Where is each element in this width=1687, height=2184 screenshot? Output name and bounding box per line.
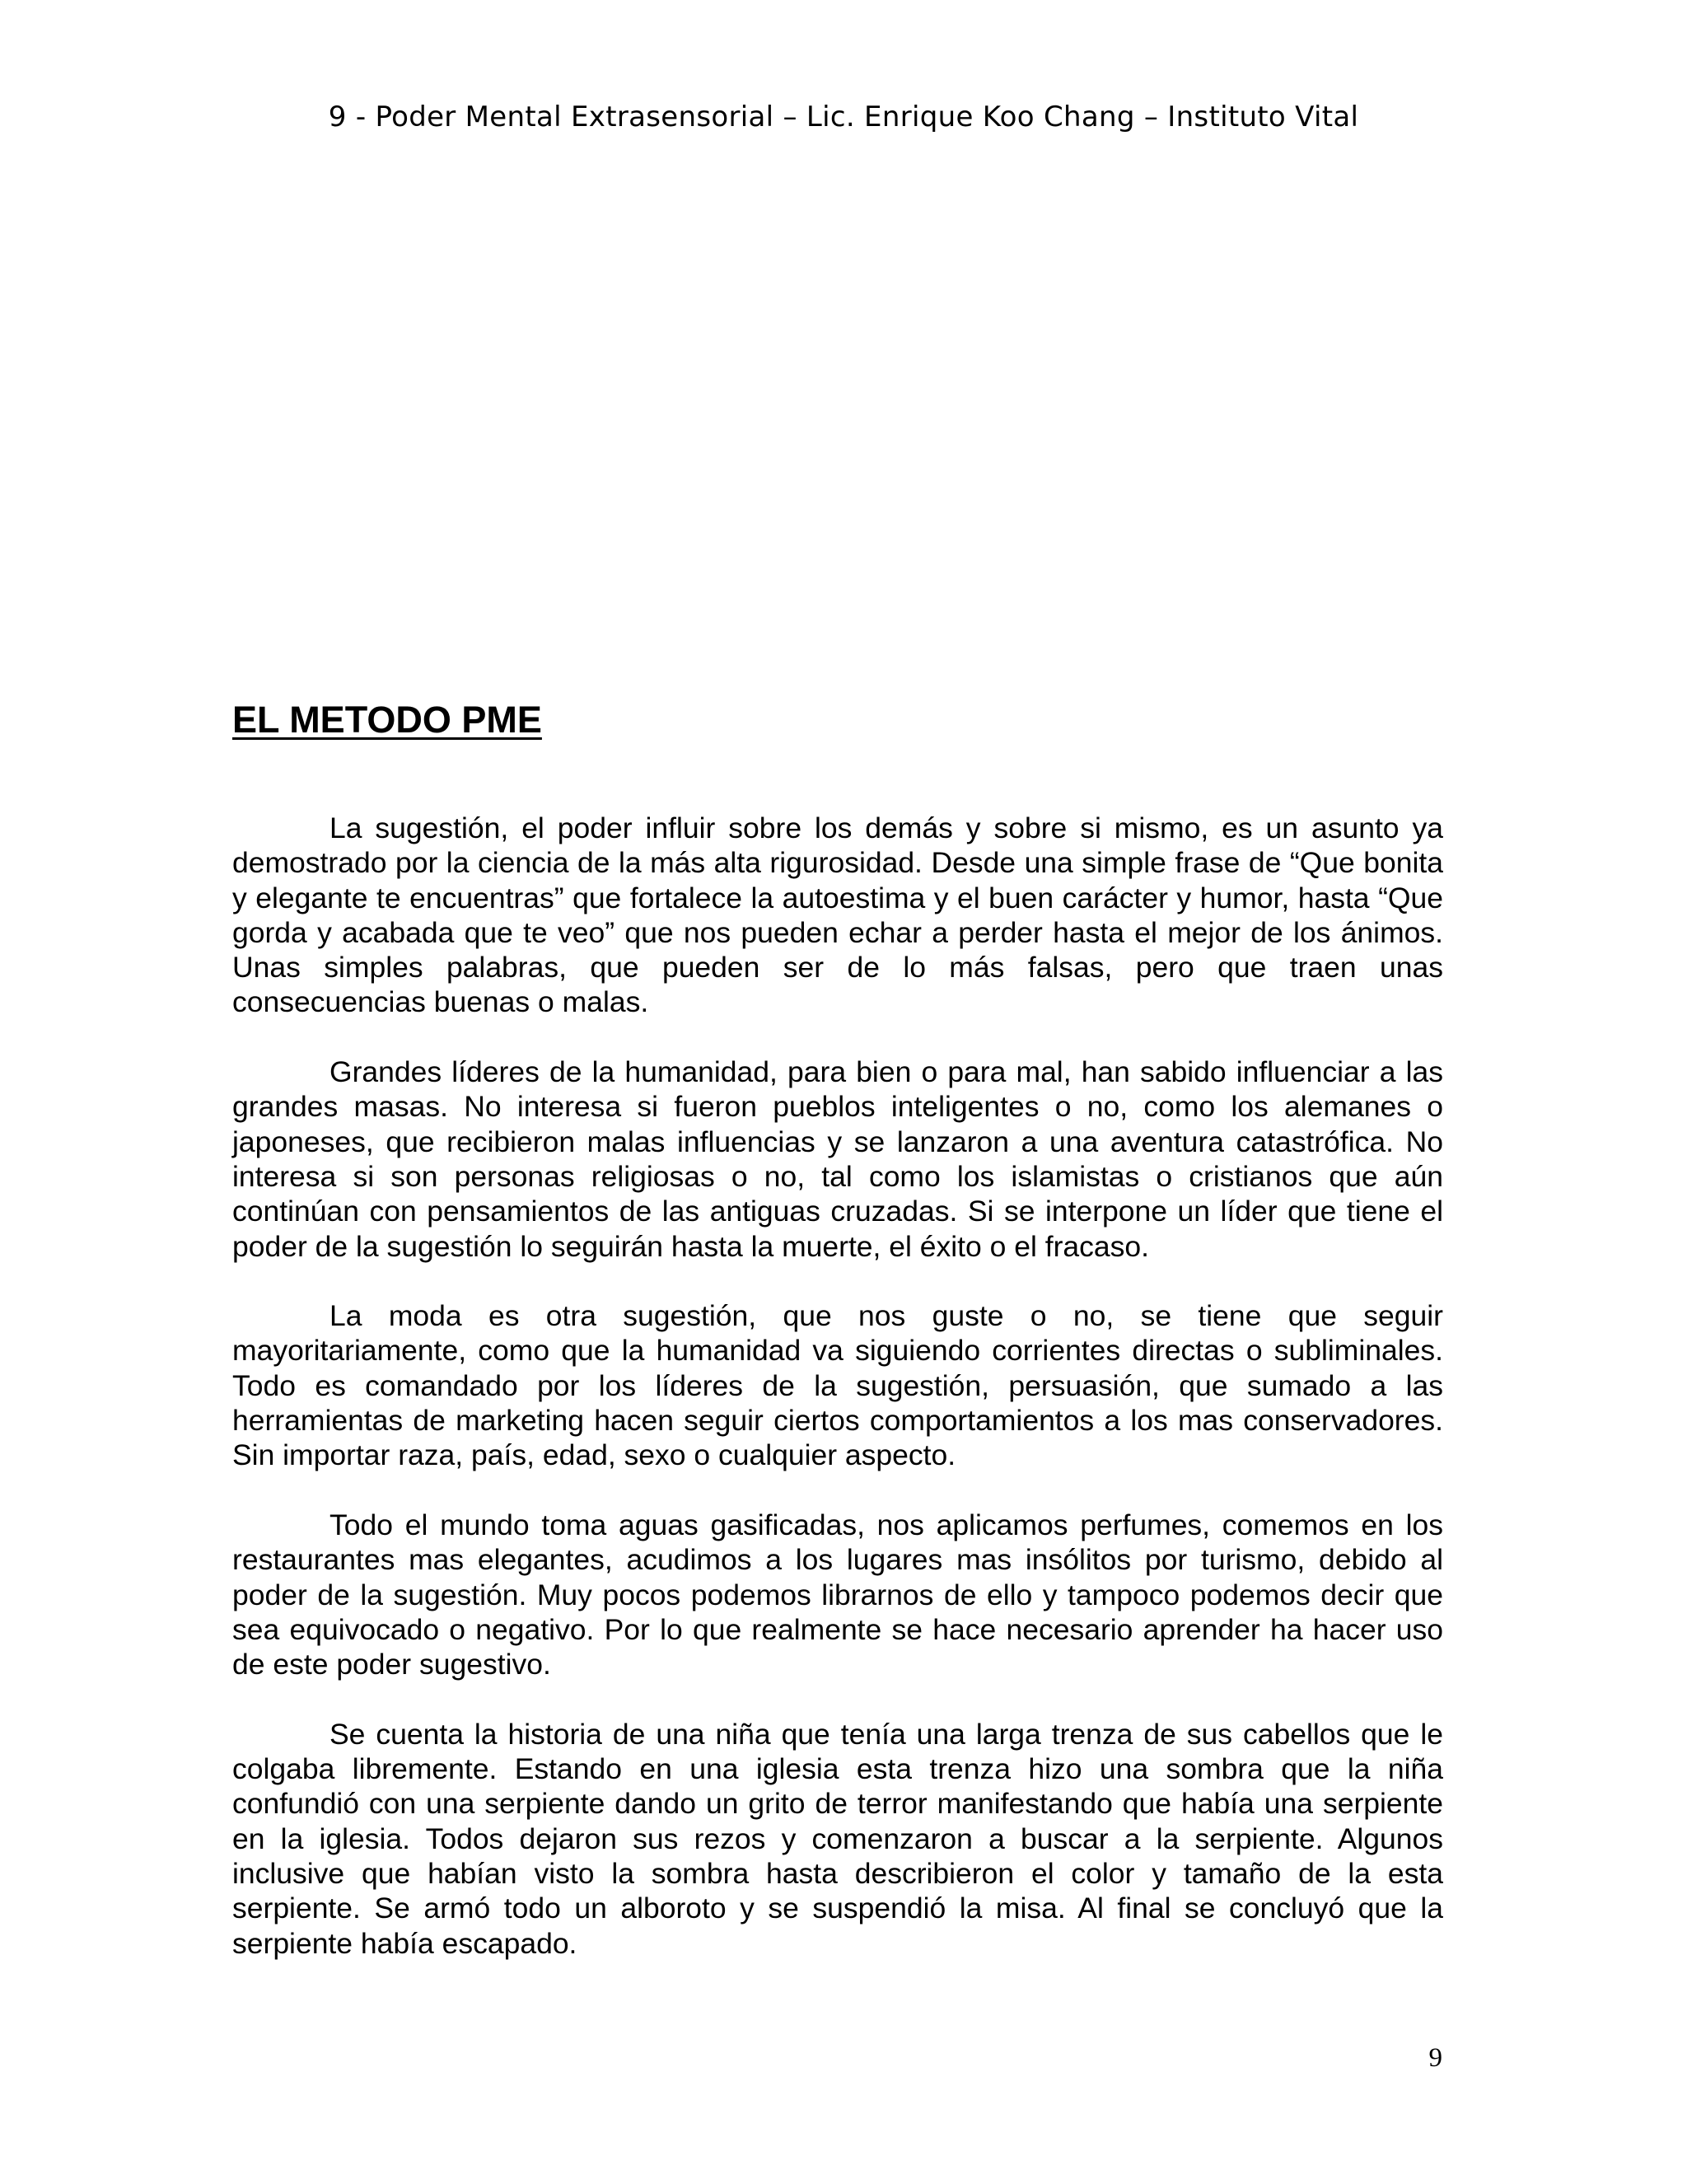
paragraph: Todo el mundo toma aguas gasificadas, nos aplicamos perfumes, comemos en los restaurantes mas elegantes, acudimos a los lugares mas insólitos por turismo, debido al poder de la sugestión. Muy pocos podemos librarnos de ello y tampoco podemos decir que sea equivocado o negativo. Por lo que realmente se hace necesario aprender ha hacer uso de este poder sugestivo. [232, 1508, 1443, 1681]
running-header: 9 - Poder Mental Extrasensorial – Lic. Enrique Koo Chang – Instituto Vital [328, 101, 1359, 133]
page-number: 9 [1428, 2043, 1442, 2073]
paragraph: Se cuenta la historia de una niña que tenía una larga trenza de sus cabellos que le colgaba libremente. Estando en una iglesia esta trenza hizo una sombra que la niña confundió con una serpiente dando un grito de terror manifestando que había una serpiente en la iglesia. Todos dejaron sus rezos y comenzaron a buscar a la serpiente. Algunos inclusive que habían visto la sombra hasta describieron el color y tamaño de la esta serpiente. Se armó todo un alboroto y se suspendió la misa. Al final se concluyó que la serpiente había escapado. [232, 1717, 1443, 1960]
section-title: EL METODO PME [232, 699, 542, 741]
paragraph: Grandes líderes de la humanidad, para bien o para mal, han sabido influenciar a las grandes masas. No interesa si fueron pueblos inteligentes o no, como los alemanes o japoneses, que recibieron malas influencias y se lanzaron a una aventura catastrófica. No interesa si son personas religiosas o no, tal como los islamistas o cristianos que aún continúan con pensamientos de las antiguas cruzadas. Si se interpone un líder que tiene el poder de la sugestión lo seguirán hasta la muerte, el éxito o el fracaso. [232, 1055, 1443, 1263]
body-text [232, 811, 1443, 1995]
paragraph: La sugestión, el poder influir sobre los demás y sobre si mismo, es un asunto ya demostrado por la ciencia de la más alta rigurosidad. Desde una simple frase de “Que bonita y elegante te encuentras” que fortalece la autoestima y el buen carácter y humor, hasta “Que gorda y acabada que te veo” que nos pueden echar a perder hasta el mejor de los ánimos. Unas simples palabras, que pueden ser de lo más falsas, pero que traen unas consecuencias buenas o malas. [232, 811, 1443, 1019]
paragraph: La moda es otra sugestión, que nos guste o no, se tiene que seguir mayoritariamente, como que la humanidad va siguiendo corrientes directas o subliminales. Todo es comandado por los líderes de la sugestión, persuasión, que sumado a las herramientas de marketing hacen seguir ciertos comportamientos a los mas conservadores. Sin importar raza, país, edad, sexo o cualquier aspecto. [232, 1299, 1443, 1472]
